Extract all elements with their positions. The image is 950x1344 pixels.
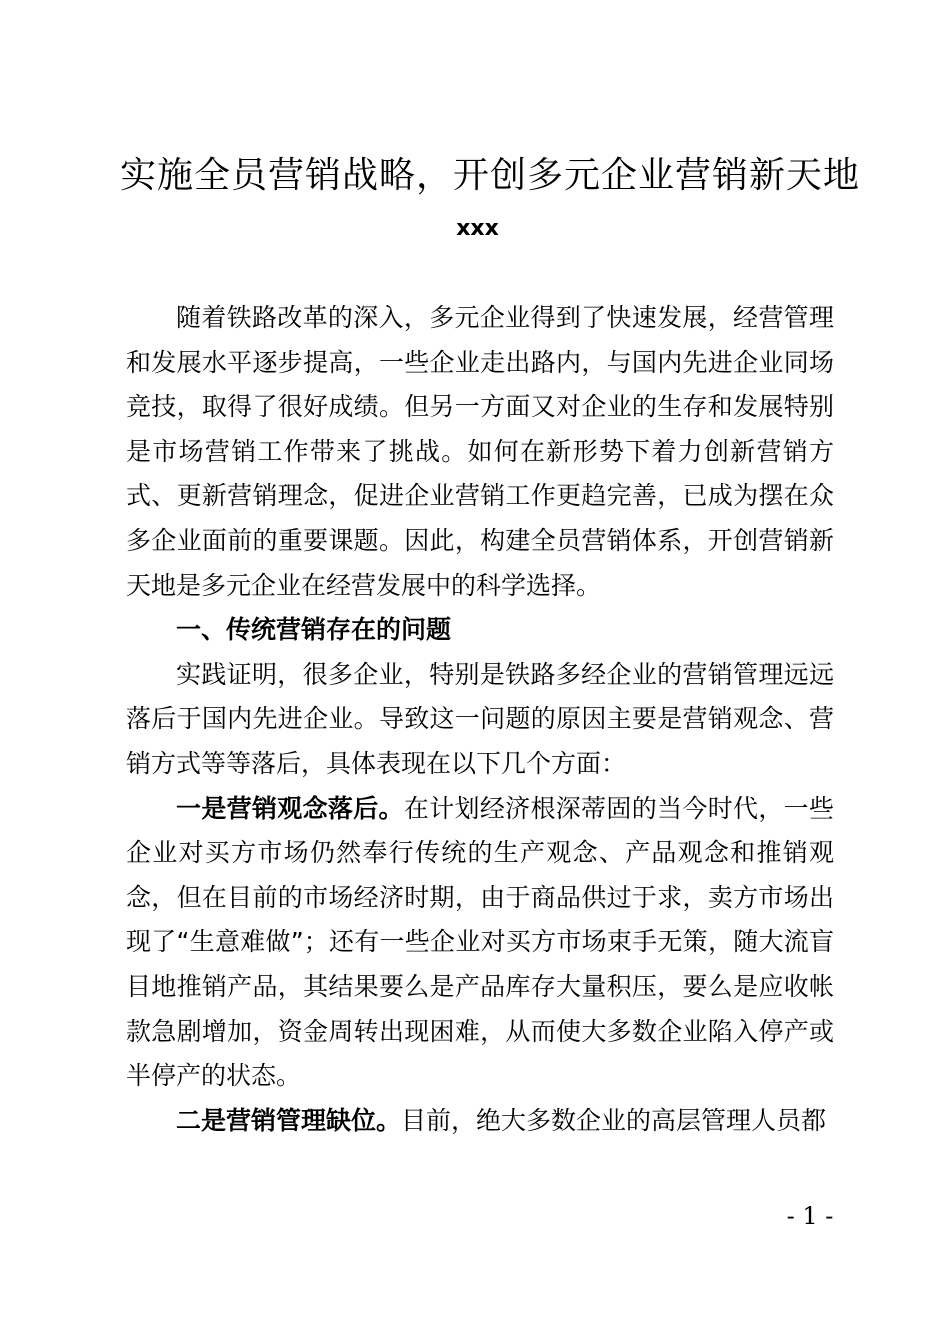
- page-number: - 1 -: [786, 1202, 834, 1230]
- body-paragraph: [126, 1099, 834, 1144]
- body-paragraph: [126, 787, 834, 1099]
- body-paragraph: [126, 296, 834, 608]
- paragraph-text: 随着铁路改革的深入，多元企业得到了快速发展，经营管理和发展水平逐步提高，一些企业走出路内，与国内先进企业同场竞技，取得了很好成绩。但另一方面又对企业的生存和发展特别是市场营销工作带来了挑战。如何在新形势下着力创新营销方式、更新营销理念，促进企业营销工作更趋完善，已成为摆在众多企业面前的重要课题。因此，构建全员营销体系，开创营销新天地是多元企业在经营发展中的科学选择。: [126, 303, 834, 600]
- section-heading: [126, 608, 834, 653]
- paragraph-text: 在计划经济根深蒂固的当今时代，一些企业对买方市场仍然奉行传统的生产观念、产品观念和推销观念，但在目前的市场经济时期，由于商品供过于求，卖方市场出现了“生意难做”；还有一些企业对买方市场束手无策，随大流盲目地推销产品，其结果要么是产品库存大量积压，要么是应收帐款急剧增加，资金周转出现困难，从而使大多数企业陷入停产或半停产的状态。: [126, 793, 834, 1091]
- section-heading-text: 一、传统营销存在的问题: [176, 615, 452, 645]
- paragraph-text: 目前，绝大多数企业的高层管理人员都: [401, 1105, 827, 1135]
- paragraph-lead: 一是营销观念落后。: [176, 793, 404, 823]
- document-title: 实施全员营销战略，开创多元企业营销新天地: [120, 155, 861, 196]
- paragraph-text: 实践证明，很多企业，特别是铁路多经企业的营销管理远远落后于国内先进企业。导致这一问题的原因主要是营销观念、营销方式等等落后，具体表现在以下几个方面：: [126, 659, 834, 778]
- document-body: [126, 296, 834, 1143]
- document-author: xxx: [456, 216, 499, 241]
- body-paragraph: [126, 653, 834, 787]
- paragraph-lead: 二是营销管理缺位。: [176, 1105, 402, 1135]
